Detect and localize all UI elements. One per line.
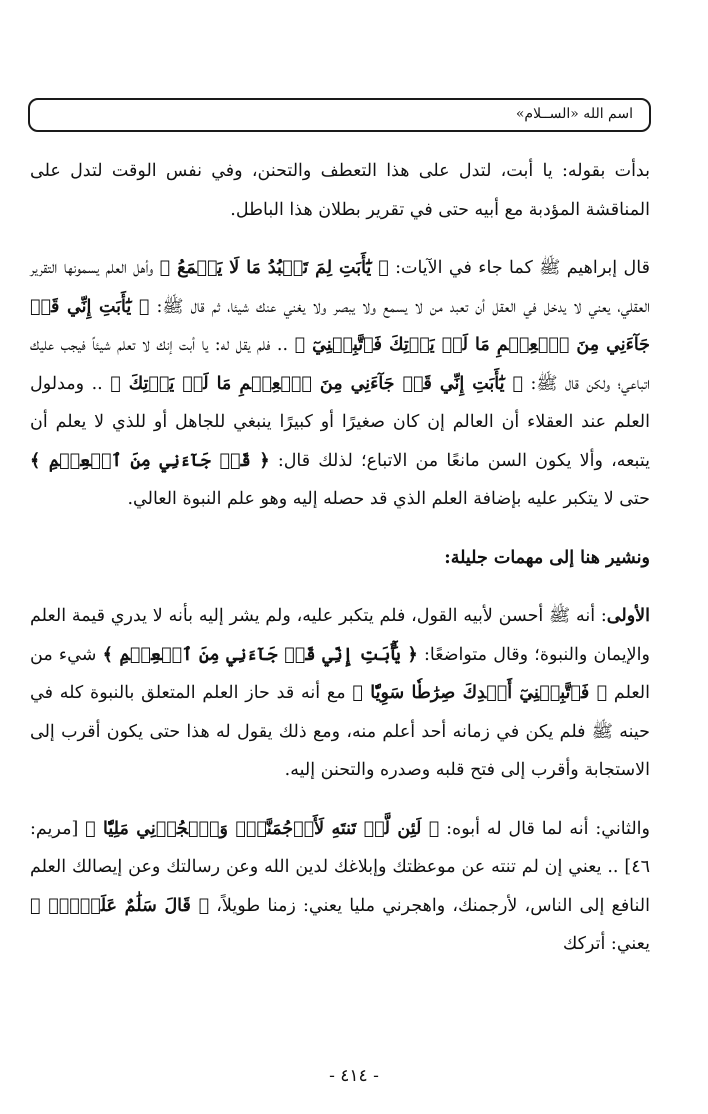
paragraph-text: يعني: أتركك bbox=[562, 934, 650, 954]
paragraph-text: وأهل العلم يسمونها التقرير العقلي، يعني لا يدخل في العقل أن تعبد من لا يسمع ولا يبصر ولا يغني عنك شيئا، ثم قال ﷺ: bbox=[30, 258, 650, 317]
paragraph-text: .. فلم يقل له: يا أبت إنك لا تعلم شيئاً فيجب عليك اتباعي؛ ولكن قال ﷺ: bbox=[30, 335, 650, 394]
paragraph-text: والثاني: أنه لما قال له أبوه: bbox=[439, 818, 650, 839]
quran-verse: ﴿ يَٰٓأَبَتِ إِنِّي قَدۡ جَآءَنِي مِنَ ٱلۡعِلۡمِ مَا لَمۡ يَأۡتِكَ ﴾ bbox=[110, 373, 523, 394]
paragraph-gap bbox=[30, 229, 650, 249]
point-lead: الأولى bbox=[606, 606, 650, 626]
paragraph-1 bbox=[30, 152, 650, 229]
paragraph-text: .. ومدلول العلم عند العقلاء أن العالم إن كان صغيرًا أو كبيرًا ينبغي للجاهل أو للذي لا يعلم أن يتبعه، وألا يكون السن مانعًا من الاتباع؛ لذلك قال: bbox=[30, 373, 650, 471]
quran-verse: ﴿ يَٰٓأَبَتِ إِنِّي قَدۡ جَآءَنِي مِنَ ٱلۡعِلۡمِ مَا لَمۡ يَأۡتِكَ فَٱتَّبِعۡنِيٓ ﴾ bbox=[30, 296, 650, 355]
section-heading bbox=[30, 539, 650, 578]
paragraph-text: قال إبراهيم ﷺ كما جاء في الآيات: bbox=[388, 258, 650, 278]
page-number: - ٤١٤ - bbox=[329, 1066, 379, 1086]
paragraph-text: بدأت بقوله: يا أبت، لتدل على هذا التعطف والتحنن، وفي نفس الوقت لتدل على المناقشة المؤدبة مع أبيه حتى في تقرير بطلان هذا الباطل. bbox=[30, 161, 650, 220]
paragraph-2 bbox=[30, 249, 650, 519]
quran-verse: ﴿ قَالَ سَلَٰمٌ عَلَيۡكَۖ ﴾ bbox=[30, 895, 210, 916]
heading-text: ونشير هنا إلى مهمات جليلة: bbox=[444, 547, 650, 568]
paragraph-text: شيء من العلم bbox=[30, 644, 650, 703]
paragraph-4 bbox=[30, 810, 650, 964]
quran-verse: ﴿ فَٱتَّبِعۡنِيٓ أَهۡدِكَ صِرَٰطٗا سَوِيّٗا ﴾ bbox=[352, 683, 608, 703]
running-header bbox=[28, 98, 651, 132]
paragraph-gap bbox=[30, 790, 650, 810]
paragraph-gap bbox=[30, 577, 650, 597]
quran-verse: ﴿ يَٰٓأَبَتِ لِمَ تَعۡبُدُ مَا لَا يَسۡمَعُ ﴾ bbox=[159, 258, 389, 278]
paragraph-text: حتى لا يتكبر عليه بإضافة العلم الذي قد حصله إليه وهو علم النبوة العالي. bbox=[127, 489, 650, 509]
paragraph-3 bbox=[30, 597, 650, 790]
paragraph-text: مع أنه قد حاز العلم المتعلق بالنبوة كله في حينه ﷺ فلم يكن في زمانه أحد أعلم منه، ومع ذلك يقول له هذا حتى يكون أقرب إلى الاستجابة وأقرب إلى فتح قلبه وصدره والتحنن إليه. bbox=[30, 683, 650, 780]
paragraph-gap bbox=[30, 519, 650, 539]
quran-verse: ﴿ يَٰٓأَبَتِ إِنِّي قَدۡ جَآءَنِي مِنَ ٱلۡعِلۡمِ ﴾ bbox=[102, 644, 418, 665]
header-title: اسم الله «الســلام» bbox=[515, 106, 633, 122]
paragraph-text: [مريم: ٤٦] .. يعني إن لم تنته عن موعظتك وإبلاغك لدين الله وعن رسالتك وعن إيصالك العلم النافع إلى الناس، لأرجمنك، واهجرني مليا يعني: زمنا طويلاً، bbox=[30, 818, 650, 916]
quran-verse: ﴿ قَدۡ جَآءَنِي مِنَ ٱلۡعِلۡمِ ﴾ bbox=[30, 450, 270, 471]
quran-verse: ﴿ لَئِن لَّمۡ تَنتَهِ لَأَرۡجُمَنَّكَۖ وَٱهۡجُرۡنِي مَلِيّٗا ﴾ bbox=[85, 818, 440, 839]
body-text bbox=[30, 152, 650, 964]
paragraph-text: : أنه ﷺ أحسن لأبيه القول، فلم يتكبر عليه، ولم يشر إليه بأنه لا يدري قيمة العلم والإيمان والنبوة؛ وقال متواضعًا: bbox=[30, 606, 650, 665]
